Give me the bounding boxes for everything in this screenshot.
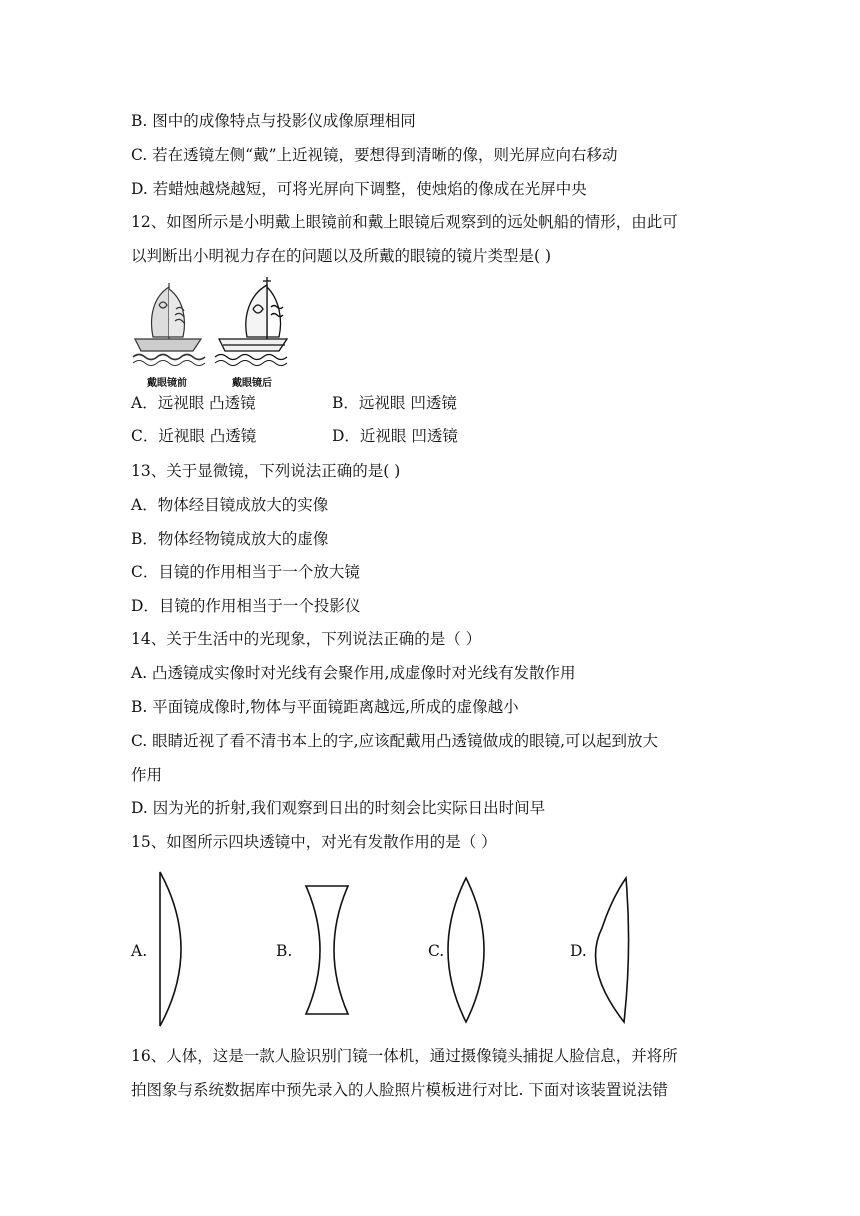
sailboat-before-icon [133,283,205,366]
lens-figure [150,868,640,1033]
q13-option-d: D．目镜的作用相当于一个投影仪 [131,597,361,615]
sailboat-after-icon [215,277,287,366]
biconvex-lens-icon [448,878,484,1022]
q14-option-b: B. 平面镜成像时,物体与平面镜距离越远,所成的虚像越小 [131,698,519,716]
q12-stem-line2: 以判断出小明视力存在的问题以及所戴的眼镜的镜片类型是( ) [131,247,552,265]
q11-option-d: D. 若蜡烛越烧越短，可将光屏向下调整，使烛焰的像成在光屏中央 [131,180,587,198]
q12-option-d: D．近视眼 凹透镜 [332,427,458,445]
q15-stem: 15、如图所示四块透镜中，对光有发散作用的是（ ） [131,833,497,851]
q12-option-c: C．近视眼 凸透镜 [131,427,257,445]
sailboat-figure [131,275,291,373]
lens-a-label: A. [131,942,148,960]
meniscus-lens-icon [596,878,629,1022]
q14-stem: 14、关于生活中的光现象，下列说法正确的是（ ） [131,630,482,648]
lens-b-label: B. [276,942,293,960]
q14-option-a: A. 凸透镜成实像时对光线有会聚作用,成虚像时对光线有发散作用 [131,664,576,682]
biconcave-lens-icon [306,886,348,1014]
plano-convex-lens-icon [160,872,181,1026]
q14-option-c-line2: 作用 [131,766,163,784]
lens-d-label: D. [570,942,587,960]
q13-stem: 13、关于显微镜，下列说法正确的是( ) [131,462,401,480]
q11-option-b: B. 图中的成像特点与投影仪成像原理相同 [131,112,416,130]
q16-stem-line1: 16、人体，这是一款人脸识别门镜一体机，通过摄像镜头捕捉人脸信息，并将所 [131,1047,678,1065]
q14-option-d: D. 因为光的折射,我们观察到日出的时刻会比实际日出时间早 [131,799,546,817]
q16-stem-line2: 拍图象与系统数据库中预先录入的人脸照片模板进行对比. 下面对该装置说法错 [131,1081,668,1099]
lens-c-label: C. [428,942,445,960]
q13-option-c: C．目镜的作用相当于一个放大镜 [131,563,360,581]
caption-after: 戴眼镜后 [232,378,272,389]
q14-option-c-line1: C. 眼睛近视了看不清书本上的字,应该配戴用凸透镜做成的眼镜,可以起到放大 [131,732,659,750]
q12-option-a: A．远视眼 凸透镜 [131,394,256,412]
q11-option-c: C. 若在透镜左侧“戴”上近视镜，要想得到清晰的像，则光屏应向右移动 [131,146,618,164]
q12-stem-line1: 12、如图所示是小明戴上眼镜前和戴上眼镜后观察到的远处帆船的情形，由此可 [131,213,678,231]
q12-option-b: B．远视眼 凹透镜 [332,394,457,412]
q13-option-b: B．物体经物镜成放大的虚像 [131,530,329,548]
q12-options-row2 [131,425,458,447]
q12-options-row1 [131,392,457,414]
caption-before: 戴眼镜前 [147,378,187,389]
q13-option-a: A．物体经目镜成放大的实像 [131,496,329,514]
